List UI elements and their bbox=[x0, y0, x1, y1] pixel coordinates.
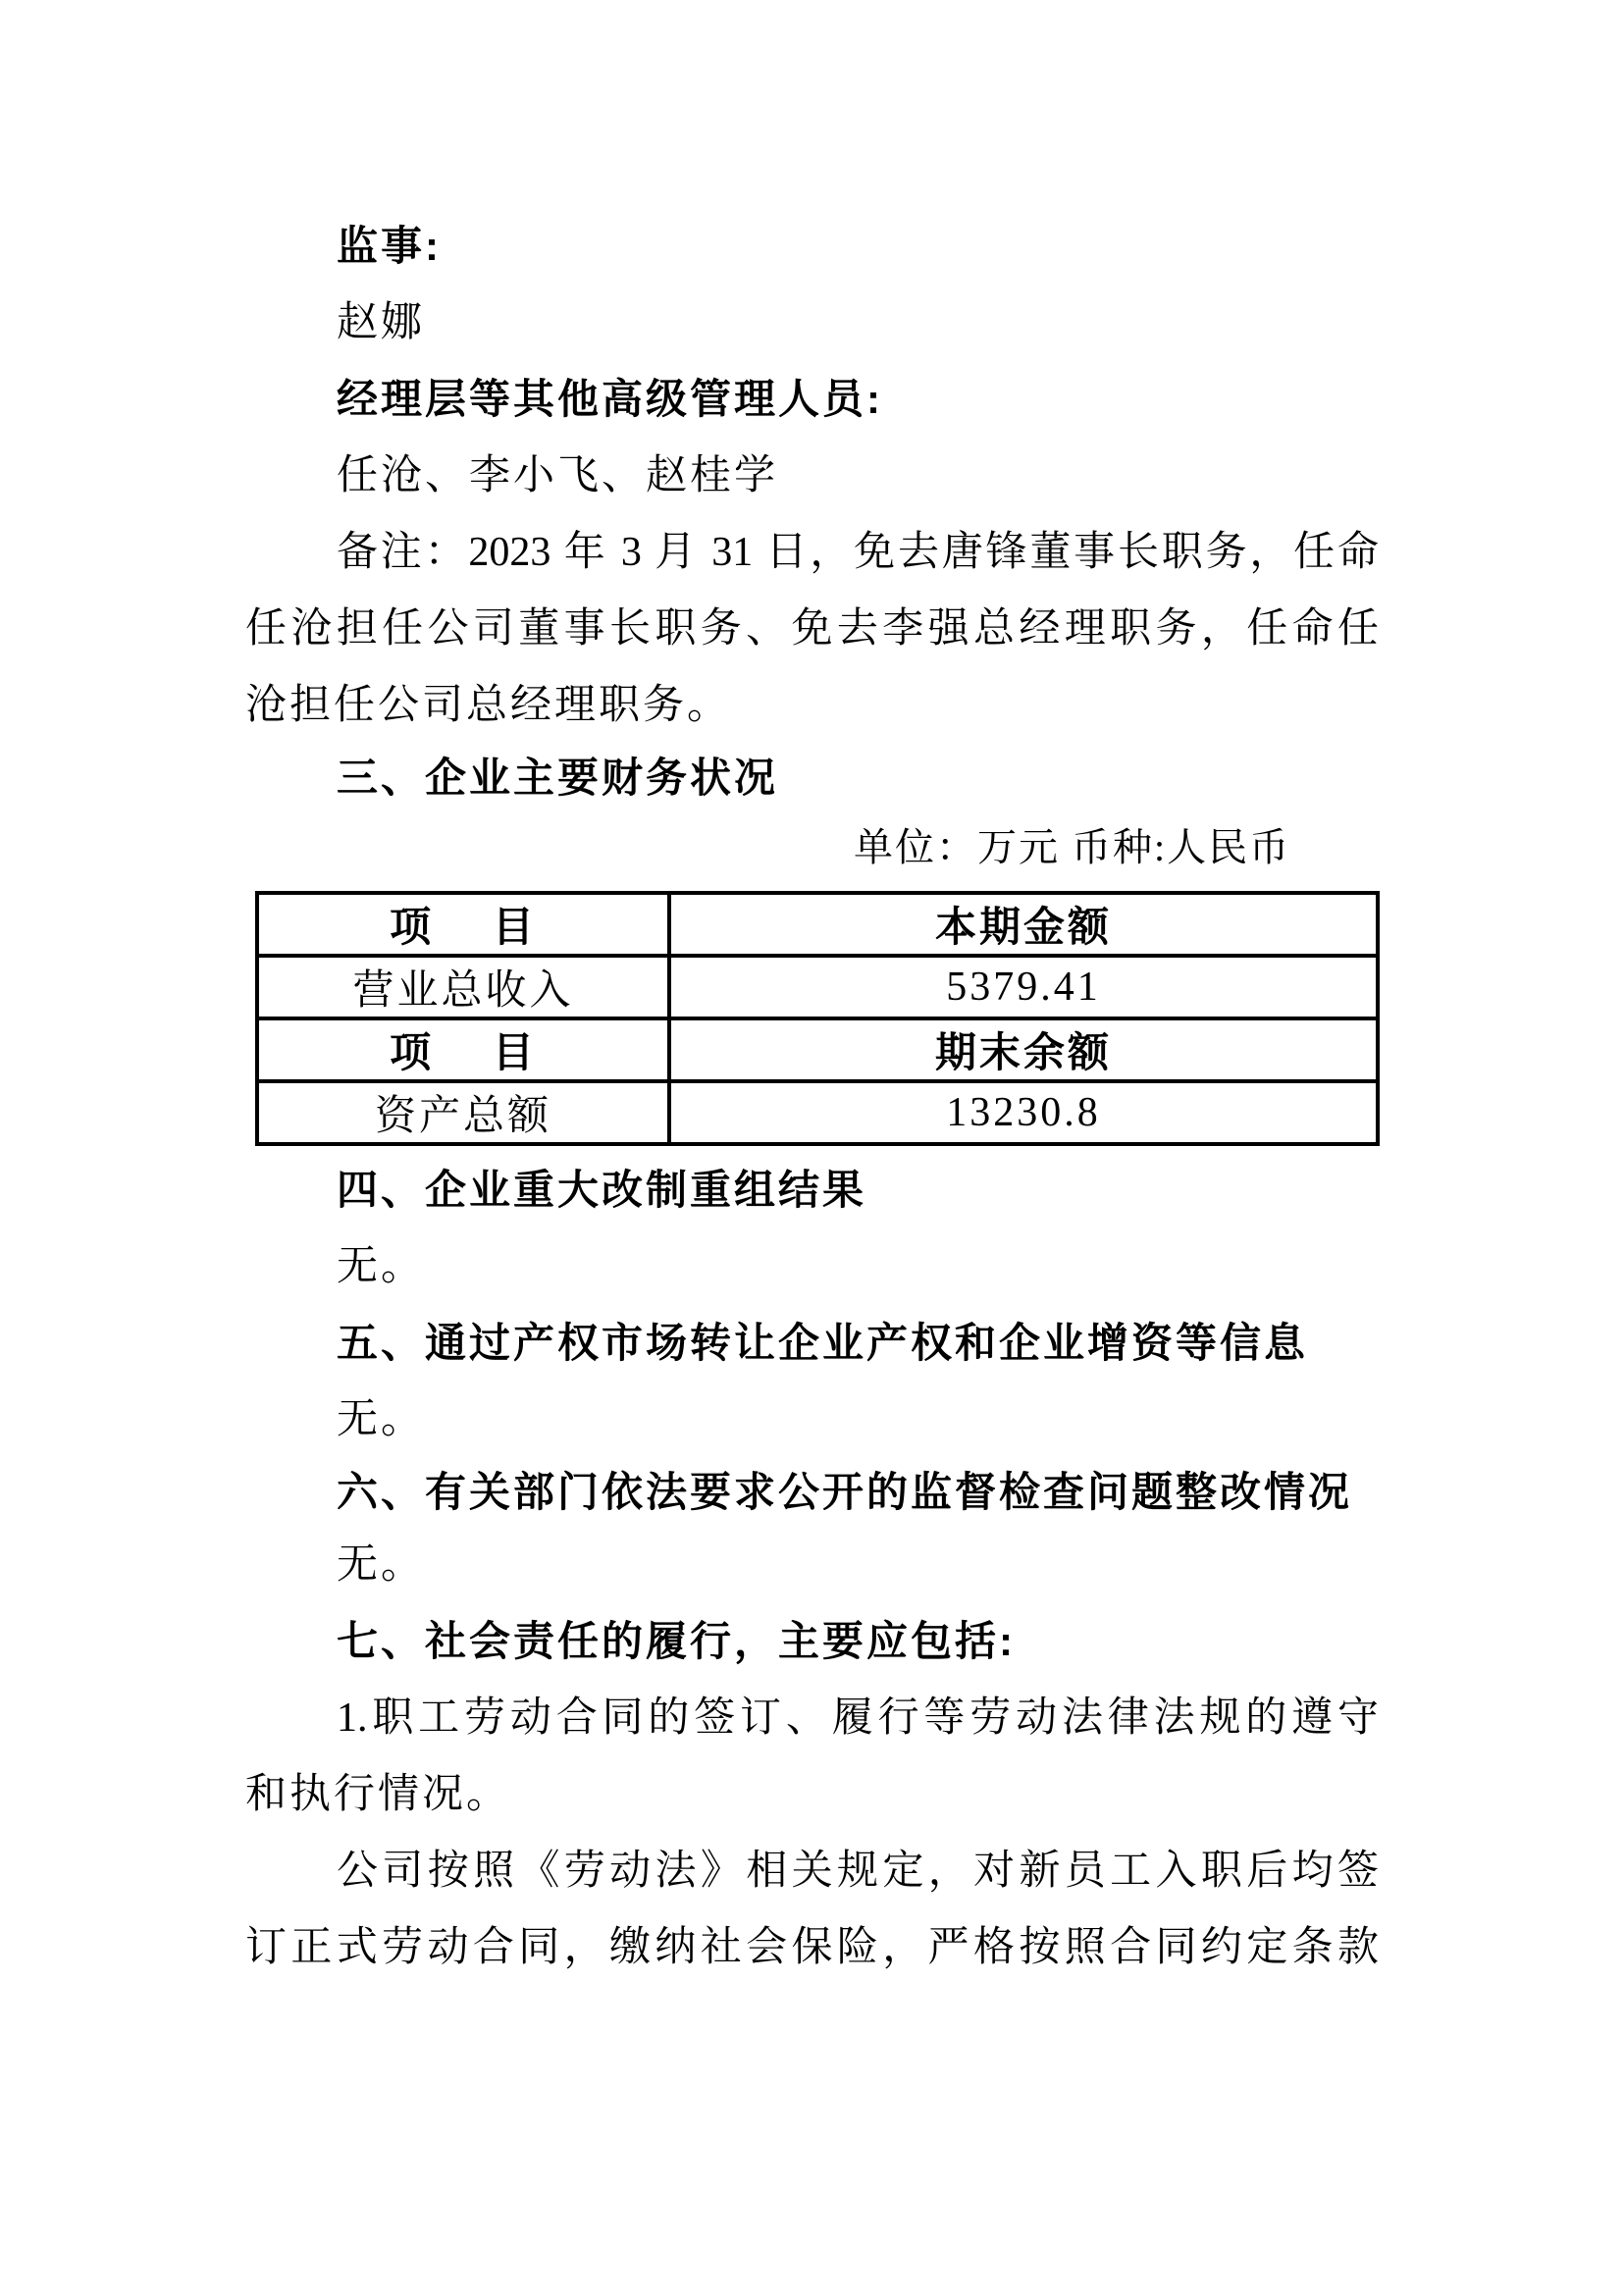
policy-paragraph-line-1: 公司按照《劳动法》相关规定，对新员工入职后均签 bbox=[337, 1849, 1379, 1894]
unit-currency-note: 单位：万元 币种:人民币 bbox=[854, 825, 1291, 869]
section-4-answer: 无。 bbox=[337, 1244, 426, 1289]
finance-table-row-revenue bbox=[257, 956, 1378, 1018]
finance-table-header-row-ending bbox=[257, 1018, 1378, 1081]
supervisors-names: 赵娜 bbox=[337, 300, 426, 345]
labor-item-line-2: 和执行情况。 bbox=[245, 1772, 511, 1817]
remark-line-2: 任沧担任公司董事长职务、免去李强总经理职务，任命任 bbox=[245, 606, 1379, 652]
revenue-label-cell: 营业总收入 bbox=[257, 956, 669, 1018]
ending-balance-header-cell: 期末余额 bbox=[669, 1018, 1378, 1081]
section-6-heading: 六、有关部门依法要求公开的监督检查问题整改情况 bbox=[337, 1469, 1353, 1515]
section-5-heading: 五、通过产权市场转让企业产权和企业增资等信息 bbox=[337, 1320, 1309, 1366]
finance-table bbox=[255, 891, 1380, 1146]
labor-item-line-1: 1.职工劳动合同的签订、履行等劳动法律法规的遵守 bbox=[337, 1695, 1379, 1741]
item-header-cell: 项 目 bbox=[257, 893, 669, 956]
section-6-answer: 无。 bbox=[337, 1542, 426, 1588]
section-7-heading: 七、社会责任的履行，主要应包括: bbox=[337, 1618, 1016, 1664]
section-4-heading: 四、企业重大改制重组结果 bbox=[337, 1167, 867, 1213]
policy-paragraph-line-2: 订正式劳动合同，缴纳社会保险，严格按照合同约定条款 bbox=[245, 1925, 1379, 1970]
management-heading: 经理层等其他高级管理人员: bbox=[337, 376, 883, 422]
revenue-value-cell: 5379.41 bbox=[669, 956, 1378, 1018]
finance-table-row-assets bbox=[257, 1081, 1378, 1144]
current-amount-header-cell: 本期金额 bbox=[669, 893, 1378, 956]
remark-line-3: 沧担任公司总经理职务。 bbox=[245, 683, 732, 728]
remark-line-1: 备注：2023 年 3 月 31 日，免去唐锋董事长职务，任命 bbox=[337, 530, 1379, 575]
section-3-heading: 三、企业主要财务状况 bbox=[337, 755, 779, 801]
section-5-answer: 无。 bbox=[337, 1397, 426, 1442]
item-header-cell-2: 项 目 bbox=[257, 1018, 669, 1081]
management-names: 任沧、李小飞、赵桂学 bbox=[337, 453, 779, 498]
supervisors-heading: 监事: bbox=[337, 223, 442, 269]
finance-table-header-row-current bbox=[257, 893, 1378, 956]
assets-value-cell: 13230.8 bbox=[669, 1081, 1378, 1144]
assets-label-cell: 资产总额 bbox=[257, 1081, 669, 1144]
